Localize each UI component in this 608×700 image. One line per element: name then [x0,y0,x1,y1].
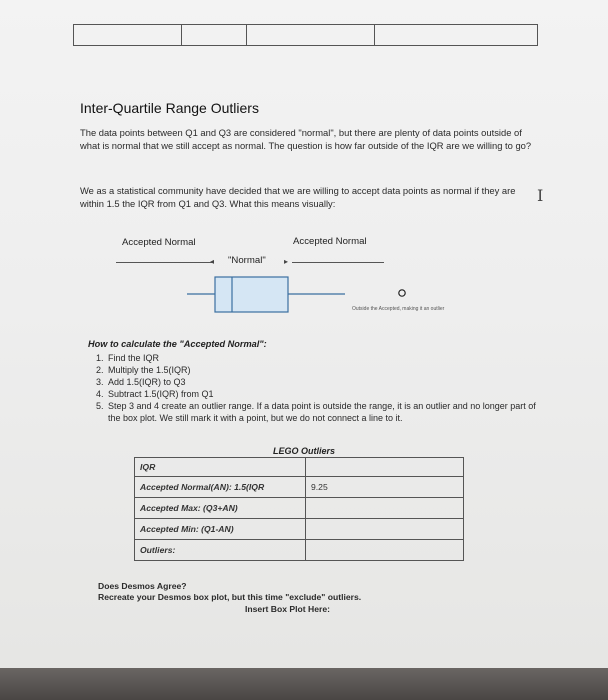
footer-question: Does Desmos Agree? [98,581,187,591]
list-item: 2. Multiply the 1.5(IQR) [106,364,546,376]
list-item: 4. Subtract 1.5(IQR) from Q1 [106,388,546,400]
top-table [73,24,538,46]
box-plot-box [215,277,288,312]
table-row [135,477,464,498]
table-cell-label: Accepted Normal(AN): 1.5(IQR [135,477,306,498]
howto-steps-list [88,352,546,424]
table-row [135,498,464,519]
table-cell-value: 9.25 [306,477,464,498]
table-row [135,519,464,540]
background-surface [0,668,608,700]
page-title: Inter-Quartile Range Outliers [80,100,259,116]
top-table-cell [247,25,375,45]
top-table-cell [375,25,537,45]
table-row [135,540,464,561]
table-cell-value [306,498,464,519]
accepted-range-left-line [116,262,212,263]
accepted-normal-left-label: Accepted Normal [122,237,196,248]
top-table-cell [74,25,182,45]
accepted-range-right-line [292,262,384,263]
table-row [135,458,464,477]
table-cell-label: Accepted Min: (Q1-AN) [135,519,306,540]
howto-title: How to calculate the "Accepted Normal": [88,339,267,349]
normal-label: "Normal" [228,255,266,266]
lego-outliers-table [134,457,464,561]
top-table-cell [182,25,247,45]
outlier-note: Outside the Accepted, making it an outlier [352,306,445,312]
list-item: 3. Add 1.5(IQR) to Q3 [106,376,546,388]
list-item: 1. Find the IQR [106,352,546,364]
table-cell-label: Outliers: [135,540,306,561]
table-cell-label: Accepted Max: (Q3+AN) [135,498,306,519]
footer-insert-label: Insert Box Plot Here: [245,604,331,614]
outlier-point [399,290,405,296]
community-paragraph: We as a statistical community have decided that we are willing to accept data points as normal if they are within 1.5 the IQR from Q1 and Q3. What this means visually: [80,185,516,209]
table-cell-value [306,519,464,540]
arrow-right-icon: ▸ [284,257,289,266]
table-cell-value [306,540,464,561]
intro-paragraph: The data points between Q1 and Q3 are considered "normal", but there are plenty of data points outside of what is normal that we still accept as normal. The question is how far outside of the IQR are we willing to go? [80,127,532,151]
lego-table-title: LEGO Outliers [273,446,336,456]
accepted-normal-right-label: Accepted Normal [293,236,367,247]
table-cell-label: IQR [135,458,306,477]
table-cell-value [306,458,464,477]
footer-instruction: Recreate your Desmos box plot, but this time "exclude" outliers. [98,592,362,602]
arrow-left-icon: ◂ [210,257,215,266]
text-cursor-icon: I [537,186,544,205]
list-item: 5. Step 3 and 4 create an outlier range. If a data point is outside the range, it is an outlier and no longer part of the box plot. We still mark it with a point, but we do not connect a line to it. [106,400,546,424]
